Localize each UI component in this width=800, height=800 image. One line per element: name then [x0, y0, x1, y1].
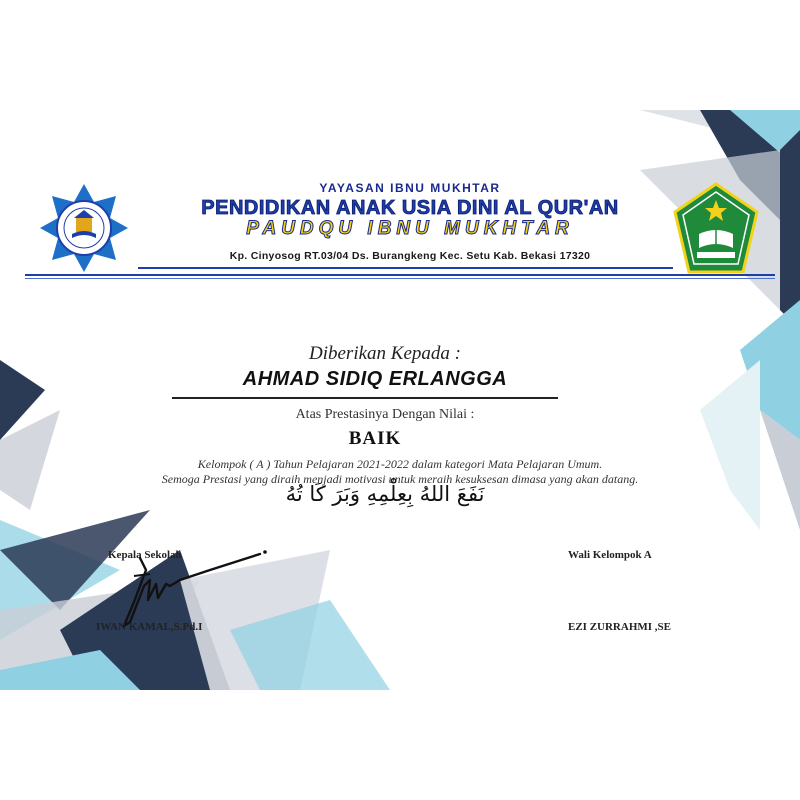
name-underline — [172, 397, 558, 399]
header-divider — [25, 274, 775, 276]
kemenag-emblem-icon — [673, 182, 759, 276]
certificate — [0, 110, 800, 690]
grade-value: BAIK — [348, 428, 402, 449]
school-address: Kp. Cinyosog RT.03/04 Ds. Burangkeng Kec. Setu Kab. Bekasi 17320 — [229, 250, 591, 262]
class-teacher-name: EZI ZURRAHMI ,SE — [568, 621, 671, 633]
school-name: PENDIDIKAN ANAK USIA DINI AL QUR'AN — [201, 197, 619, 219]
description-line-2: Semoga Prestasi yang diraih menjadi motivasi untuk meraih kesuksesan dimasa yang akan datang. — [161, 472, 639, 486]
recipient-name: AHMAD SIDIQ ERLANGGA — [242, 368, 508, 390]
school-short-name: PAUDQU IBNU MUKHTAR — [246, 218, 574, 239]
headmaster-title: Kepala Sekolah — [108, 549, 182, 561]
headmaster-name: IWAN KAMAL,S.Pd.I — [96, 621, 203, 633]
arabic-prayer: نَفَعَ اللهُ بِعِلْمِهِ وَبَرَ كَا تُهُ — [285, 482, 485, 506]
header-divider — [138, 267, 673, 269]
description-line-1: Kelompok ( A ) Tahun Pelajaran 2021-2022 dalam kategori Mata Pelajaran Umum. — [197, 457, 603, 471]
class-teacher-title: Wali Kelompok A — [568, 549, 652, 561]
foundation-name: YAYASAN IBNU MUKHTAR — [319, 181, 501, 195]
given-to-label: Diberikan Kepada : — [309, 343, 461, 364]
achievement-label: Atas Prestasinya Dengan Nilai : — [295, 407, 475, 422]
school-emblem-icon — [38, 182, 130, 274]
header-divider — [25, 278, 775, 279]
